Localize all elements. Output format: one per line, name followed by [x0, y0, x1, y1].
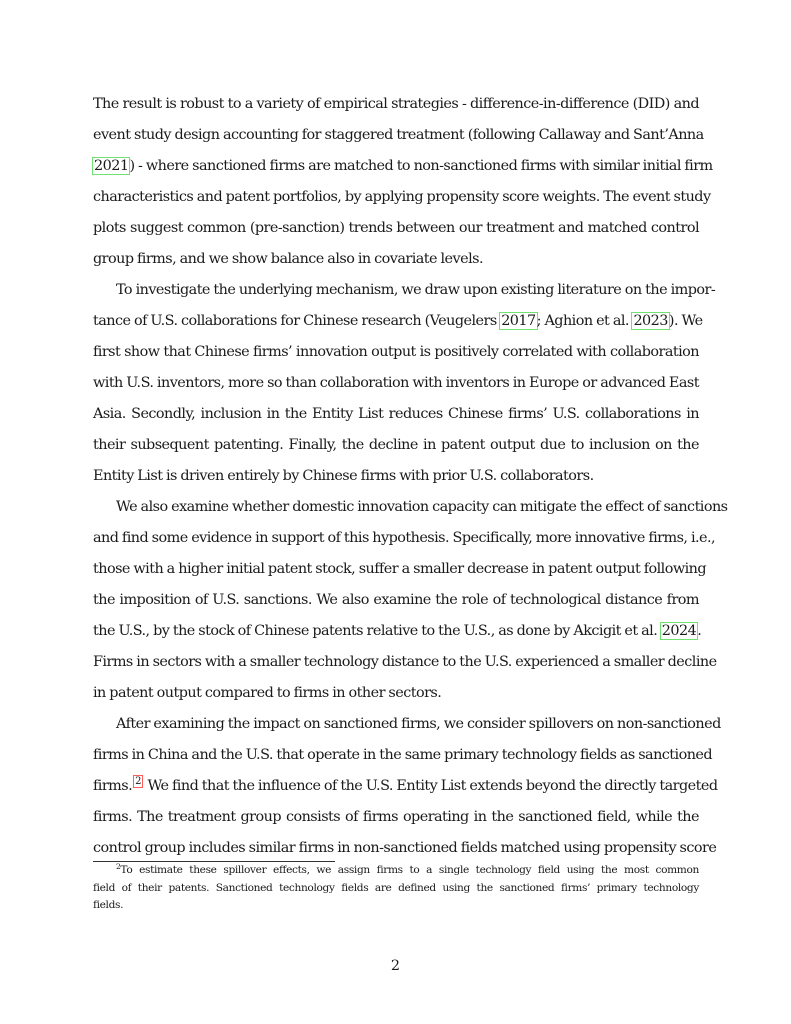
footnote-line: [93, 898, 699, 913]
text-run: ) - where sanctioned firms are matched to non-sanctioned firms with similar initial firm: [129, 158, 713, 174]
text-line: [93, 249, 699, 269]
text-run: group firms, and we show balance also in covariate levels.: [93, 251, 483, 267]
page-number: 2: [390, 958, 401, 974]
text-line: [93, 559, 707, 579]
text-run: firms.: [93, 778, 133, 794]
text-line: [93, 94, 699, 114]
citation-link[interactable]: 2024: [661, 623, 697, 639]
text-run: characteristics and patent portfolios, by applying propensity score weights. The event study: [93, 189, 711, 205]
text-line: [93, 156, 713, 176]
text-run: their subsequent patenting. Finally, the decline in patent output due to inclusion on the: [93, 437, 699, 453]
text-line: [93, 311, 703, 331]
text-run: To investigate the underlying mechanism, we draw upon existing literature on the impor-: [116, 282, 716, 298]
text-run: the U.S., by the stock of Chinese patents relative to the U.S., as done by Akcigit et al.: [93, 623, 661, 639]
footnote-mark: 2: [116, 862, 121, 871]
text-line: [93, 838, 717, 858]
text-run: plots suggest common (pre-sanction) trends between our treatment and matched control: [93, 220, 699, 236]
text-line: [93, 528, 716, 548]
text-run: ; Aghion et al.: [536, 313, 633, 329]
text-line: [93, 435, 699, 455]
text-line: [93, 807, 699, 827]
citation-link[interactable]: 2023: [633, 313, 668, 329]
text-run: the imposition of U.S. sanctions. We also examine the role of technological distance from: [93, 592, 699, 608]
citation-link[interactable]: 2021: [94, 158, 129, 174]
text-run: Entity List is driven entirely by Chinese firms with prior U.S. collaborators.: [93, 468, 594, 484]
text-line: [93, 466, 699, 486]
text-run: The result is robust to a variety of empirical strategies - difference-in-difference (DID) and: [93, 96, 699, 112]
text-run: in patent output compared to firms in other sectors.: [93, 685, 442, 701]
text-run: ). We: [668, 313, 703, 329]
text-run: Firms in sectors with a smaller technology distance to the U.S. experienced a smaller decline: [93, 654, 717, 670]
footnote-link[interactable]: 2: [135, 776, 141, 787]
text-run: control group includes similar firms in non-sanctioned fields matched using propensity score: [93, 840, 717, 856]
text-line: [93, 590, 699, 610]
footnote-rule: [93, 861, 335, 862]
text-run: We find that the influence of the U.S. Entity List extends beyond the directly targeted: [143, 778, 718, 794]
footnote-text: To estimate these spillover effects, we assign firms to a single technology field using the most common: [120, 864, 699, 876]
text-line: [93, 776, 718, 796]
text-run: and find some evidence in support of this hypothesis. Specifically, more innovative firms, i.e.,: [93, 530, 716, 546]
text-line: [93, 342, 699, 362]
text-line: [93, 652, 717, 672]
footnote-line: [93, 881, 699, 896]
footnote-text: field of their patents. Sanctioned technology fields are defined using the sanctioned firms’ primary technology: [93, 882, 699, 894]
text-line: [116, 280, 716, 300]
footnote-text: fields.: [93, 899, 124, 911]
text-line: [116, 714, 721, 734]
text-run: with U.S. inventors, more so than collaboration with inventors in Europe or advanced East: [93, 375, 699, 391]
text-line: [93, 745, 713, 765]
text-run: tance of U.S. collaborations for Chinese research (Veugelers: [93, 313, 501, 329]
text-run: firms. The treatment group consists of firms operating in the sanctioned field, while the: [93, 809, 699, 825]
footnote-line: [116, 863, 699, 878]
text-line: [93, 404, 699, 424]
text-line: [93, 125, 704, 145]
citation-link[interactable]: 2017: [501, 313, 536, 329]
text-line: [93, 683, 699, 703]
text-run: Asia. Secondly, inclusion in the Entity List reduces Chinese firms’ U.S. collaborations in: [93, 406, 699, 422]
text-run: We also examine whether domestic innovation capacity can mitigate the effect of sanctions: [116, 499, 728, 515]
text-line: [116, 497, 728, 517]
text-run: first show that Chinese firms’ innovation output is positively correlated with collaboration: [93, 344, 699, 360]
text-line: [93, 621, 702, 641]
text-run: .: [697, 623, 702, 639]
text-run: those with a higher initial patent stock, suffer a smaller decrease in patent output following: [93, 561, 707, 577]
text-line: [93, 187, 711, 207]
text-run: firms in China and the U.S. that operate in the same primary technology fields as sanctioned: [93, 747, 713, 763]
text-line: [93, 218, 699, 238]
text-run: event study design accounting for staggered treatment (following Callaway and Sant’Anna: [93, 127, 704, 143]
text-line: [93, 373, 699, 393]
text-run: After examining the impact on sanctioned firms, we consider spillovers on non-sanctioned: [116, 716, 721, 732]
